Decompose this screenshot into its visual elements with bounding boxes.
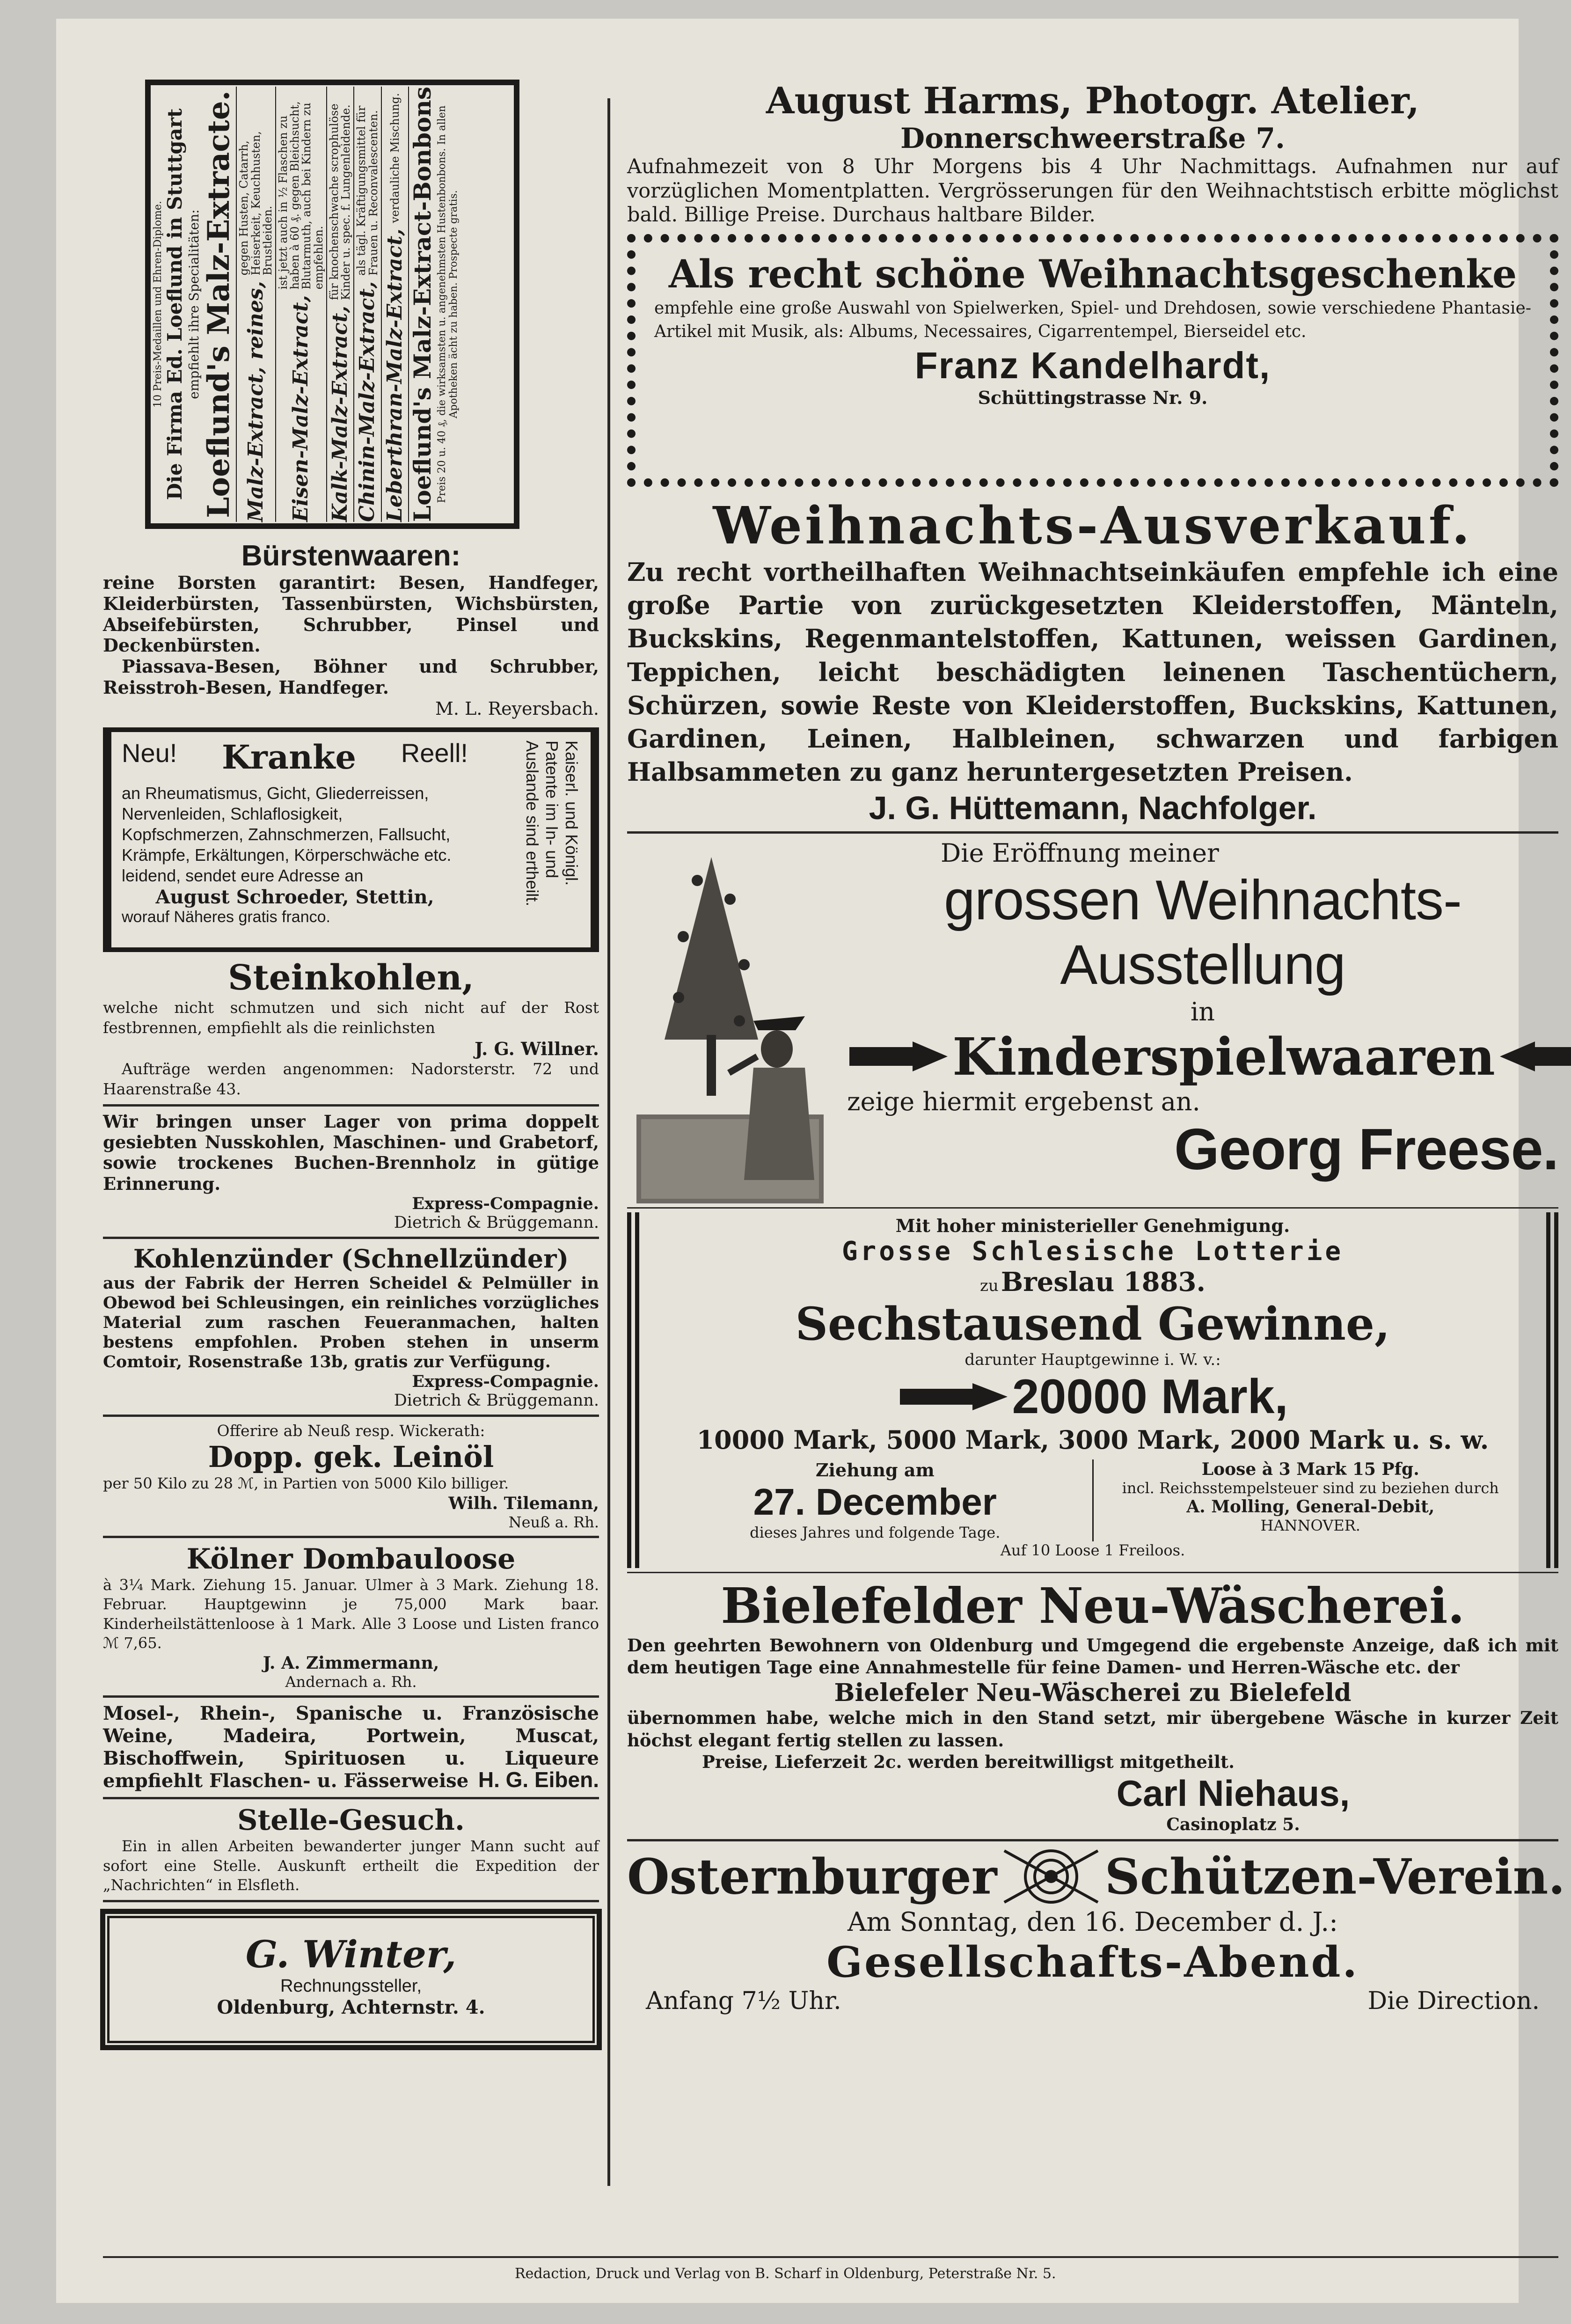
weine-text: Mosel-, Rhein-, Spanische u. Französische Weine, Madeira, Portwein, Muscat, Bischoffwein, Spirituosen u. Liqueure empfiehlt Flaschen- u. Fässerweise (103, 1702, 599, 1792)
nusskohlen-sign1: Express-Compagnie. (412, 1194, 599, 1214)
buersten-ad (103, 539, 599, 719)
kranke-title: Kranke (222, 737, 357, 777)
loeflund-product: Chinin-Malz-Extract, als tägl. Kräftigungsmittel für Frauen u. Reconvalescenten. (353, 87, 381, 522)
buersten-text2: Piassava-Besen, Böhner und Schrubber, Reisstroh-Besen, Handfeger. (103, 656, 599, 698)
separator (627, 831, 1558, 834)
freese-line4: Kinderspielwaaren (952, 1026, 1495, 1087)
steinkohlen-text2: Aufträge werden angenommen: Nadorsterstr. 72 und Haarenstraße 43. (103, 1059, 599, 1098)
separator (103, 1104, 599, 1107)
buersten-text: reine Borsten garantirt: Besen, Handfeger, Kleiderbürsten, Tassenbürsten, Wichsbürsten, Abseifebürsten, Schrubber, Pinsel und Deckenbürsten. (103, 572, 599, 656)
loeflund-product: Eisen-Malz-Extract, ist jetzt auch in ½ Flaschen zu haben à 60 ₰. gegen Bleichsucht, Blutarmuth, auch bei Kindern zu empfehlen. (275, 87, 326, 522)
freese-line1: Die Eröffnung meiner (941, 838, 1219, 868)
harms-text: Aufnahmezeit von 8 Uhr Morgens bis 4 Uhr Nachmittags. Aufnahmen nur auf vorzüglichen Momentplatten. Vergrösserungen für den Weihnachtstisch erbitte möglichst bald. Billige Preise. Durchaus haltbare Bilder. (627, 155, 1558, 227)
freese-line4-row (847, 1026, 1558, 1087)
separator (103, 1900, 599, 1902)
lotterie-line4: Sechstausend Gewinne, (795, 1297, 1390, 1350)
loeflund-ad (145, 80, 519, 529)
kranke-neu: Neu! (122, 738, 177, 768)
freese-line2: grossen Weihnachts-Ausstellung (944, 868, 1461, 996)
leinoel-place: Neuß a. Rh. (508, 1513, 599, 1531)
leinoel-intro: Offerire ab Neuß resp. Wickerath: (217, 1422, 485, 1440)
separator (103, 1536, 599, 1538)
footer-rule (103, 2256, 1558, 2258)
waescherei-text2: übernommen habe, welche mich in den Stand setzt, mir übergebene Wäsche in kurzer Zeit höchst elegant fertig stellen zu lassen. (627, 1708, 1558, 1751)
loeflund-product: Kalk-Malz-Extract, für knochenschwache scrophulöse Kinder u. spec. f. Lungenleidende. (326, 87, 354, 522)
harms-ad (627, 80, 1558, 227)
loeflund-product: Malz-Extract, reines, gegen Husten, Catarrh, Heiserkeit, Keuchhusten, Brustleiden. (236, 87, 275, 522)
winter-addr: Oldenburg, Achternstr. 4. (217, 1996, 485, 2018)
steinkohlen-sign: J. G. Willner. (475, 1038, 599, 1059)
separator (103, 1797, 599, 1799)
kandelhardt-name: Franz Kandelhardt, (914, 344, 1271, 386)
schuetzen-time: Anfang 7½ Uhr. (646, 1987, 841, 2016)
pointing-hand-right-icon (847, 1038, 950, 1075)
leinoel-title: Dopp. gek. Leinöl (208, 1440, 494, 1474)
buersten-sign: M. L. Reyersbach. (435, 698, 599, 719)
ausverkauf-sign: J. G. Hüttemann, Nachfolger. (869, 789, 1317, 826)
kohlenzuender-sign2: Dietrich & Brüggemann. (394, 1391, 599, 1410)
separator (103, 1695, 599, 1698)
weine-ad (103, 1702, 599, 1792)
kandelhardt-ad (627, 234, 1558, 487)
freese-line3: in (1190, 997, 1215, 1026)
freese-ad (627, 838, 1558, 1203)
winter-role: Rechnungssteller, (280, 1976, 422, 1996)
lotterie-line6-row: 20000 Mark, (658, 1369, 1527, 1425)
buersten-title: Bürstenwaaren: (241, 540, 461, 572)
footer-imprint: Redaction, Druck und Verlag von B. Scharf in Oldenburg, Peterstraße Nr. 5. (515, 2265, 1056, 2282)
lotterie-line2: Grosse Schlesische Lotterie (841, 1236, 1344, 1267)
dombau-ad (103, 1543, 599, 1691)
weine-sign: H. G. Eiben. (478, 1767, 599, 1792)
schuetzen-event: Gesellschafts-Abend. (826, 1937, 1359, 1987)
dombau-title: Kölner Dombauloose (186, 1542, 516, 1576)
lotterie-line5: darunter Hauptgewinne i. W. v.: (965, 1350, 1221, 1369)
separator (103, 1237, 599, 1239)
dombau-sign: J. A. Zimmermann, (263, 1653, 439, 1673)
schuetzen-ad (627, 1846, 1565, 2016)
waescherei-sign: Carl Niehaus, (1116, 1773, 1350, 1814)
kranke-ad (103, 727, 599, 952)
ausverkauf-text: Zu recht vortheilhaften Weihnachtseinkäufen empfehle ich eine große Partie von zurückgesetzten Kleiderstoffen, Mänteln, Buckskins, Regenmantelstoffen, Kattunen, weissen Gardinen, Teppichen, leicht beschädigten leinenen Taschentüchern, Schürzen, sowie Reste von Kleiderstoffen, Buckskins, Kattunen, Gardinen, Leinen, Halbleinen, schwarzen und farbigen Halbsammeten zu ganz heruntergesetzten Preisen. (627, 557, 1558, 787)
loeflund-firm-sub: empfiehlt ihre Specialitäten: (186, 209, 202, 399)
lotterie-free: Auf 10 Loose 1 Freiloos. (1000, 1541, 1185, 1559)
separator (627, 1839, 1558, 1841)
schuetzen-title-row: Osternburger Schützen-Verein. (627, 1846, 1558, 1907)
waescherei-addr: Casinoplatz 5. (1166, 1815, 1300, 1835)
kohlenzuender-text: aus der Fabrik der Herren Scheidel & Pelmüller in Obewod bei Schleusingen, ein reinliches vorzügliches Material zum raschen Feueranmachen, halten bestens empfohlen. Proben stehen in unserm Comtoir, Rosenstraße 13b, gratis zur Verfügung. (103, 1274, 599, 1372)
nusskohlen-ad (103, 1111, 599, 1232)
leinoel-text: per 50 Kilo zu 28 ℳ, in Partien von 5000 Kilo billiger. (103, 1474, 509, 1493)
kandelhardt-addr: Schüttingstrasse Nr. 9. (978, 387, 1208, 408)
freese-name: Georg Freese. (1174, 1117, 1558, 1182)
loeflund-product: Leberthran-Malz-Extract, verdauliche Mischung. (381, 87, 409, 522)
stelle-ad (103, 1804, 599, 1895)
loeflund-bonbons: Loeflund's Malz-Extract-Bonbons (409, 87, 437, 522)
waescherei-name: Bielefeler Neu-Wäscherei zu Bielefeld (834, 1679, 1352, 1708)
stelle-text: Ein in allen Arbeiten bewanderter junger Mann sucht auf sofort eine Stelle. Auskunft ertheilt die Expedition der „Nachrichten“ in Elsfleth. (103, 1837, 599, 1894)
steinkohlen-ad (103, 958, 599, 1100)
kohlenzuender-ad (103, 1244, 599, 1410)
lotterie-line1: Mit hoher ministerieller Genehmigung. (895, 1215, 1290, 1236)
pointing-hand-right-icon (898, 1380, 1010, 1413)
harms-street: Donnerschweerstraße 7. (900, 122, 1285, 155)
loeflund-top-note: 10 Preis-Medaillen und Ehren-Diplome. (152, 201, 164, 408)
separator (103, 1415, 599, 1417)
kranke-reell: Reell! (401, 738, 468, 768)
lotterie-line3-row: zu Breslau 1883. (979, 1266, 1206, 1298)
winter-ad (103, 1912, 599, 2047)
waescherei-title: Bielefelder Neu-Wäscherei. (721, 1576, 1465, 1635)
ausverkauf-ad (627, 495, 1558, 827)
ausverkauf-title: Weihnachts-Ausverkauf. (713, 495, 1473, 556)
harms-title: August Harms, Photogr. Atelier, (766, 80, 1420, 122)
kandelhardt-title: Als recht schöne Weihnachtsgeschenke (668, 251, 1517, 297)
lotterie-line7: 10000 Mark, 5000 Mark, 3000 Mark, 2000 Mark u. s. w. (696, 1424, 1489, 1455)
kranke-name: August Schroeder, Stettin, (155, 886, 434, 908)
right-column (627, 80, 1565, 2016)
steinkohlen-title: Steinkohlen, (228, 957, 474, 998)
kohlenzuender-title: Kohlenzünder (Schnellzünder) (133, 1244, 569, 1274)
freese-line5: zeige hiermit ergebenst an. (847, 1086, 1200, 1116)
kandelhardt-text: empfehle eine große Auswahl von Spielwerken, Spiel- und Drehdosen, sowie verschiedene Phantasie-Artikel mit Musik, als: Albums, Necessaires, Cigarrentempel, Bierseidel etc. (654, 298, 1531, 342)
target-icon (1000, 1846, 1103, 1907)
leinoel-sign: Wilh. Tilemann, (448, 1493, 599, 1513)
stelle-title: Stelle-Gesuch. (237, 1804, 465, 1837)
schuetzen-sign: Die Direction. (1367, 1987, 1540, 2016)
winter-name: G. Winter, (245, 1932, 457, 1976)
column-rule (607, 98, 610, 2186)
waescherei-text1: Den geehrten Bewohnern von Oldenburg und Umgegend die ergebenste Anzeige, daß ich mit dem heutigen Tage eine Annahmestelle für feine Damen- und Herren-Wäsche etc. der (627, 1635, 1558, 1678)
separator (627, 1207, 1558, 1209)
dombau-place: Andernach a. Rh. (285, 1673, 417, 1691)
lotterie-loose: Loose à 3 Mark 15 Pfg. incl. Reichsstempelsteuer sind zu beziehen durch A. Molling, General-Debit, HANNOVER. (1122, 1459, 1499, 1534)
separator (627, 1572, 1558, 1573)
christmas-tree-illustration (636, 843, 828, 1203)
waescherei-ad (627, 1577, 1558, 1834)
kohlenzuender-sign1: Express-Compagnie. (412, 1372, 599, 1392)
steinkohlen-text: welche nicht schmutzen und sich nicht auf der Rost festbrennen, empfiehlt als die reinlichsten (103, 998, 599, 1037)
lotterie-ad (627, 1212, 1558, 1568)
nusskohlen-sign2: Dietrich & Brüggemann. (394, 1213, 599, 1232)
loeflund-footer: Preis 20 u. 40 ₰, die wirksamsten u. angenehmsten Hustenbonbons. In allen Apotheken ächt zu haben. Prospecte gratis. (436, 105, 460, 503)
waescherei-text3: Preise, Lieferzeit 2c. werden bereitwilligst mitgetheilt. (702, 1752, 1235, 1773)
lotterie-ziehung: Ziehung am 27. December dieses Jahres und folgende Tage. (658, 1459, 1094, 1541)
loeflund-brand: Loeflund's Malz-Extracte. (201, 90, 236, 518)
kranke-tail: worauf Näheres gratis franco. (122, 908, 330, 926)
schuetzen-date: Am Sonntag, den 16. December d. J.: (847, 1907, 1338, 1938)
kranke-body: an Rheumatismus, Gicht, Gliederreissen, Nervenleiden, Schlaflosigkeit, Kopfschmerzen, Zahnschmerzen, Fallsucht, Krämpfe, Erkältungen, Körperschwäche etc. leidend, sendet eure Adresse an (122, 783, 452, 885)
newspaper-page (56, 19, 1565, 2303)
nusskohlen-text: Wir bringen unser Lager von prima doppelt gesiebten Nusskohlen, Maschinen- und Grabetorf, sowie trockenes Buchen-Brennholz in gütige Erinnerung. (103, 1111, 599, 1194)
loeflund-firm: Die Firma Ed. Loeflund in Stuttgart (163, 108, 187, 500)
kranke-side: Kaiserl. und Königl. Patente im In- und Auslande sind ertheilt. (523, 740, 581, 907)
left-column (103, 80, 599, 2047)
dombau-text: à 3¼ Mark. Ziehung 15. Januar. Ulmer à 3 Mark. Ziehung 18. Februar. Hauptgewinn je 75,000 Mark baar. Kinderheilstättenloose à 1 Mark. Alle 3 Loose und Listen franco ℳ 7,65. (103, 1576, 599, 1652)
leinoel-ad (103, 1422, 599, 1531)
pointing-hand-left-icon (1498, 1038, 1571, 1075)
